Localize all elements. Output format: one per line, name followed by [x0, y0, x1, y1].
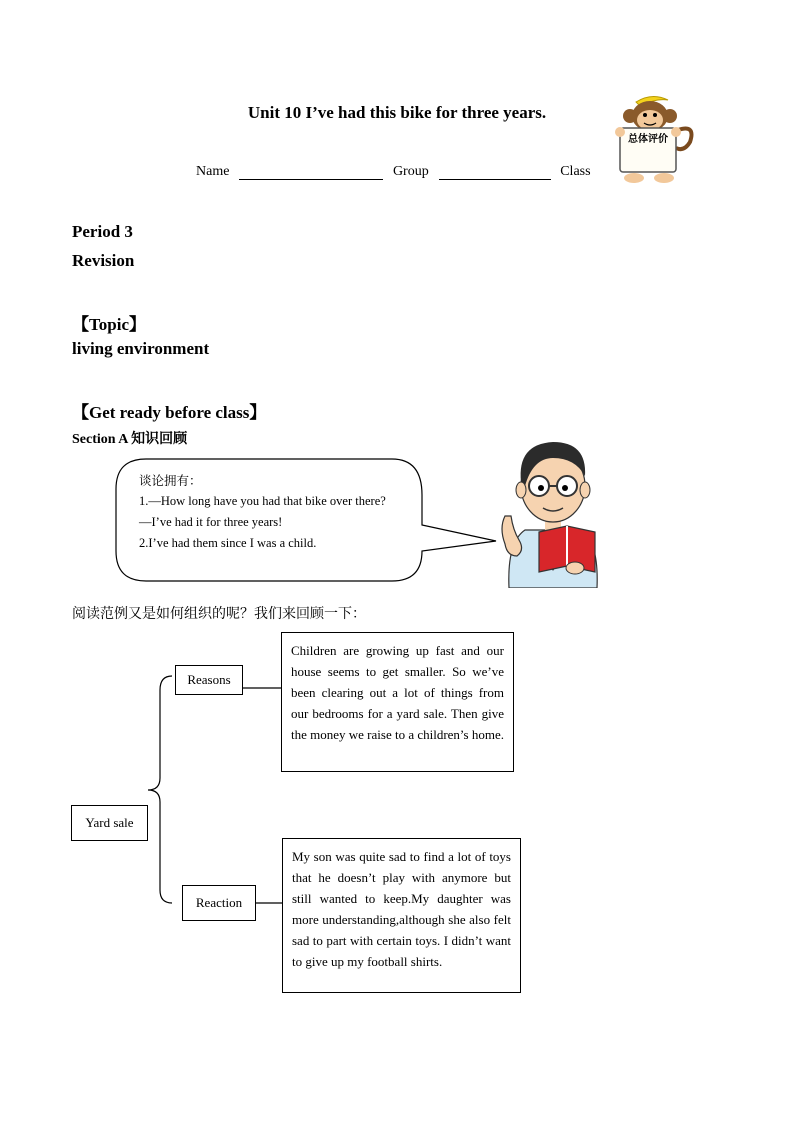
reasons-text-box: Children are growing up fast and our house seems to get smaller. So we’ve been clearing out a lot of things from our bedrooms for a yard sale. Then give the money we raise to a children’s home.: [281, 632, 514, 772]
reaction-box: Reaction: [182, 885, 256, 921]
reasons-box: Reasons: [175, 665, 243, 695]
yard-sale-box: Yard sale: [71, 805, 148, 841]
badge-text: 总体评价: [628, 134, 668, 145]
revision-heading: Revision: [72, 251, 135, 270]
bubble-line-2: —I’ve had it for three years!: [139, 515, 283, 529]
class-label: Class: [560, 164, 591, 179]
period-heading: Period 3: [72, 222, 133, 241]
section-a-en: Section A: [72, 432, 132, 447]
topic-value: living environment: [72, 339, 210, 358]
name-label: Name: [196, 164, 230, 179]
get-ready-heading: 【Get ready before class】: [72, 403, 267, 422]
group-label: Group: [392, 164, 429, 179]
page-title: Unit 10 I’ve had this bike for three years.: [247, 103, 547, 122]
section-a-cn: 知识回顾: [131, 431, 188, 447]
bubble-line-3: 2.I’ve had them since I was a child.: [139, 536, 317, 550]
reaction-text-box: My son was quite sad to find a lot of toys that he doesn’t play with anymore but still wanted to keep.My daughter was more understanding,although she also felt sad to part with certain toys. I didn’t want to give up my football shirts.: [282, 838, 521, 993]
bubble-line-1: 1.—How long have you had that bike over there?: [139, 494, 386, 508]
bubble-title: 谈论拥有：: [139, 473, 202, 488]
topic-heading: 【Topic】: [72, 315, 147, 334]
reading-question: 阅读范例又是如何组织的呢？我们来回顾一下：: [72, 606, 366, 622]
